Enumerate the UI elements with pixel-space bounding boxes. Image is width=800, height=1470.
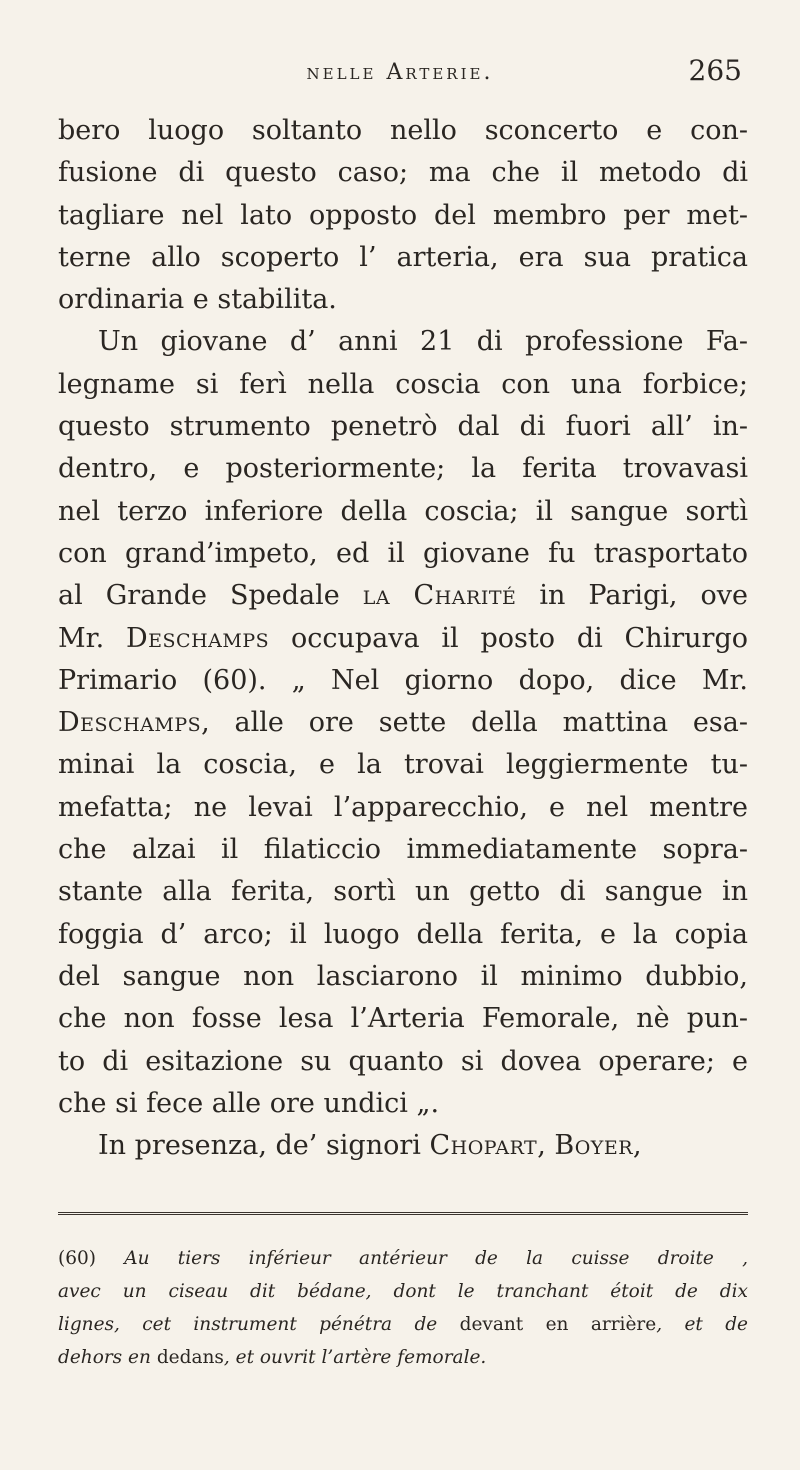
person-name: Chopart bbox=[429, 1130, 538, 1162]
footnote-line bbox=[58, 1308, 748, 1341]
text-line: ordinaria e stabilita. bbox=[58, 284, 337, 316]
text-segment: In presenza, de’ signori bbox=[98, 1130, 430, 1162]
text-line: Primario (60). „ Nel giorno dopo, dice Mr. bbox=[58, 664, 748, 696]
text-line bbox=[58, 575, 748, 617]
text-line bbox=[58, 702, 748, 744]
text-line: nel terzo inferiore della coscia; il sangue sortì bbox=[58, 495, 748, 527]
footnote-line bbox=[58, 1341, 748, 1374]
footnote-text: Au tiers inférieur antérieur de la cuisse droite , bbox=[124, 1248, 749, 1269]
footnote-text: avec un ciseau dit bédane, dont le tranchant étoit de dix bbox=[58, 1281, 748, 1302]
text-line: mefatta; ne levai l’apparecchio, e nel mentre bbox=[58, 791, 748, 823]
running-title: nelle Arterie. bbox=[306, 60, 494, 85]
text-line: questo strumento penetrò dal di fuori all’ in- bbox=[58, 411, 748, 443]
text-line: legname si ferì nella coscia con una forbice; bbox=[58, 368, 748, 400]
footnote-marker: (60) bbox=[58, 1248, 125, 1269]
person-name: Boyer bbox=[554, 1130, 634, 1162]
footnote bbox=[58, 1242, 748, 1374]
text-segment: occupava il posto di Chirurgo bbox=[269, 622, 748, 654]
text-line bbox=[58, 1125, 748, 1167]
text-segment: , bbox=[633, 1130, 642, 1162]
text-line: del sangue non lasciarono il minimo dubbio, bbox=[58, 960, 748, 992]
footnote-line bbox=[58, 1242, 748, 1275]
footnote-text: , et ouvrit l’artère femorale. bbox=[223, 1347, 487, 1368]
text-line: stante alla ferita, sortì un getto di sangue in bbox=[58, 876, 748, 908]
text-line: minai la coscia, e la trovai leggiermente tu- bbox=[58, 749, 748, 781]
text-segment: , alle ore sette della mattina esa- bbox=[201, 707, 748, 739]
text-line: che si fece alle ore undici „. bbox=[58, 1087, 440, 1119]
text-line: to di esitazione su quanto si dovea operare; e bbox=[58, 1045, 748, 1077]
text-segment: , bbox=[537, 1130, 555, 1162]
footnote-rule bbox=[58, 1212, 748, 1215]
footnote-line bbox=[58, 1275, 748, 1308]
text-line: Un giovane d’ anni 21 di professione Fa- bbox=[98, 326, 748, 358]
text-line bbox=[58, 618, 748, 660]
page-number: 265 bbox=[688, 54, 742, 87]
footnote-text: , et de bbox=[656, 1314, 748, 1335]
text-line: foggia d’ arco; il luogo della ferita, e la copia bbox=[58, 918, 748, 950]
text-line: che non fosse lesa l’Arteria Femorale, nè pun- bbox=[58, 1003, 748, 1035]
text-line: terne allo scoperto l’ arteria, era sua pratica bbox=[58, 241, 748, 273]
text-line: che alzai il filaticcio immediatamente sopra- bbox=[58, 834, 748, 866]
text-line: fusione di questo caso; ma che il metodo di bbox=[58, 157, 748, 189]
text-line: dentro, e posteriormente; la ferita trovavasi bbox=[58, 453, 748, 485]
text-line: con grand’impeto, ed il giovane fu trasportato bbox=[58, 537, 748, 569]
text-line: bero luogo soltanto nello sconcerto e con- bbox=[58, 115, 748, 146]
footnote-text: dedans bbox=[156, 1347, 224, 1368]
footnote-text: devant en arrière bbox=[459, 1314, 657, 1335]
hospital-name: la Charité bbox=[362, 580, 517, 612]
person-name: Deschamps bbox=[58, 707, 202, 739]
text-segment: al Grande Spedale bbox=[58, 580, 363, 612]
text-segment: in Parigi, ove bbox=[516, 580, 748, 612]
person-name: Deschamps bbox=[126, 622, 270, 654]
text-segment: Mr. bbox=[58, 622, 126, 654]
footnote-text: dehors en bbox=[58, 1347, 157, 1368]
text-line: tagliare nel lato opposto del membro per met- bbox=[58, 199, 748, 231]
footnote-text: lignes, cet instrument pénétra de bbox=[58, 1314, 460, 1335]
main-text bbox=[58, 110, 748, 1167]
